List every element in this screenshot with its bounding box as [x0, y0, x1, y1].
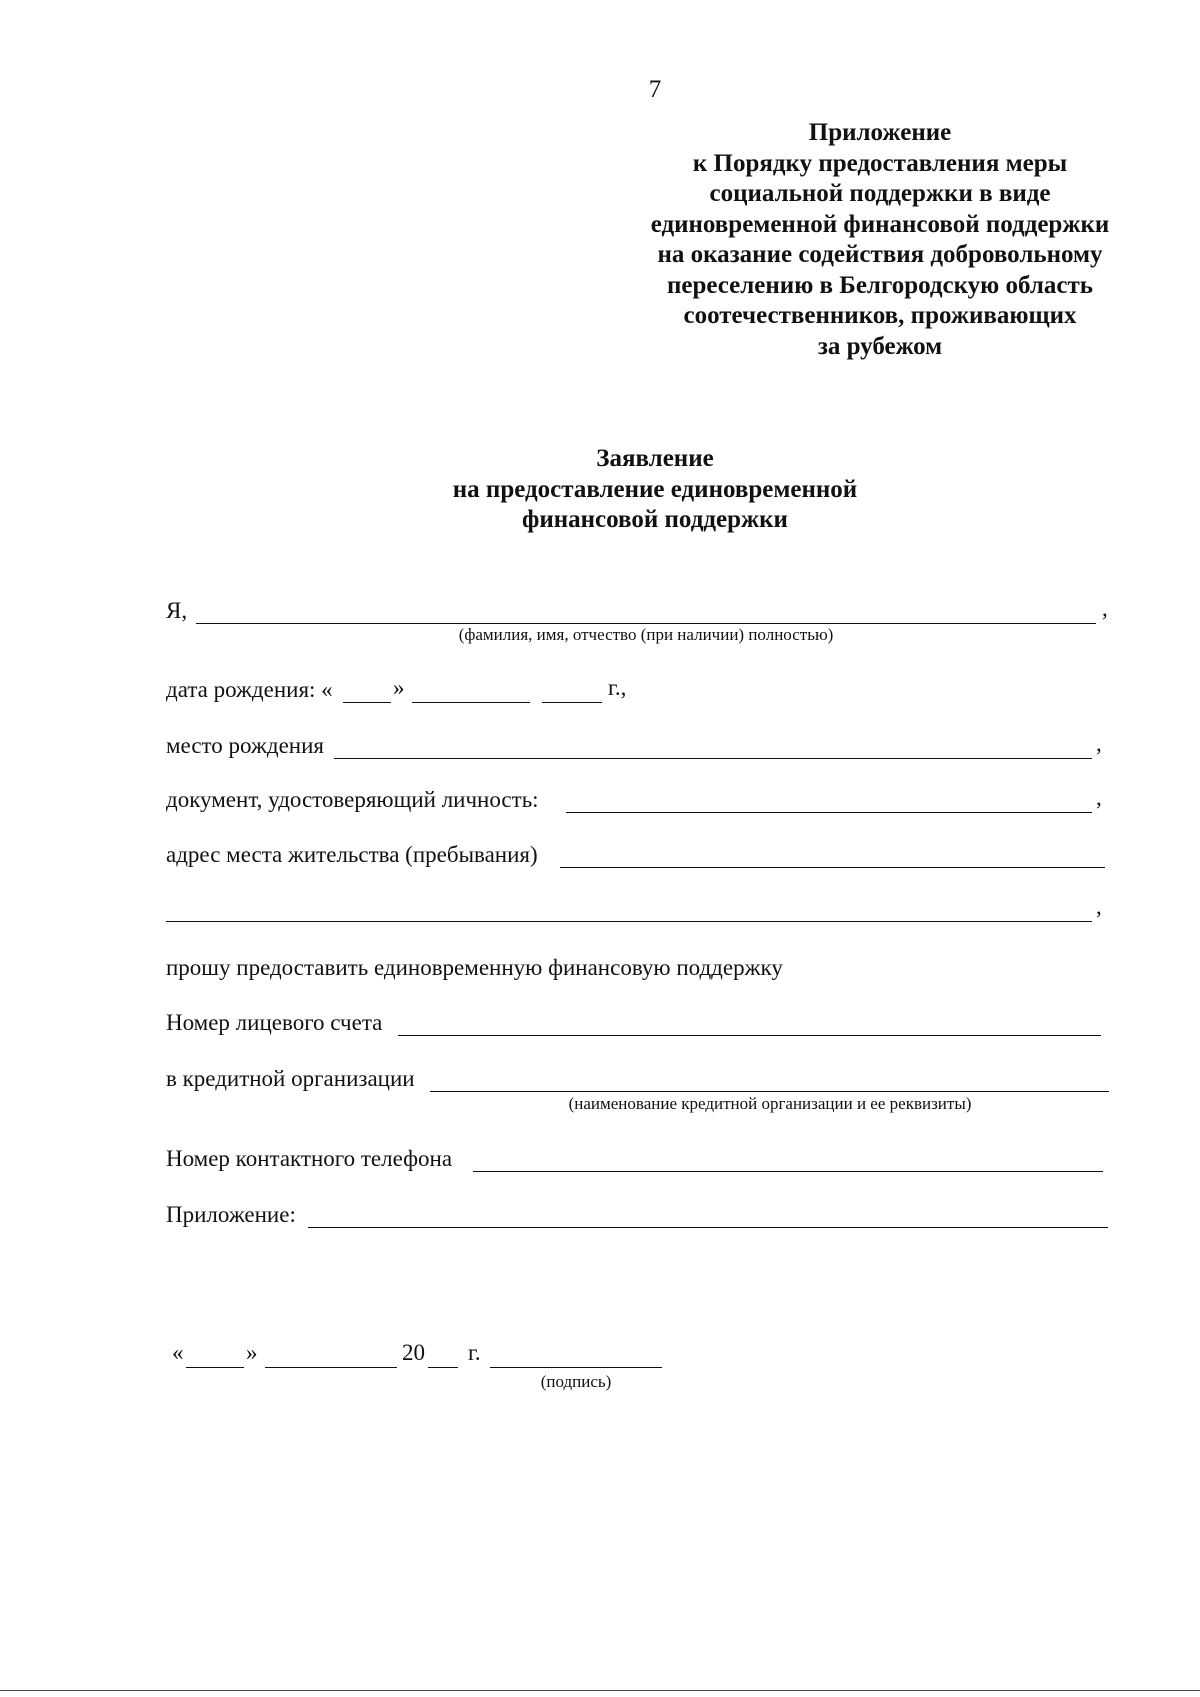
account-label: Номер лицевого счета	[166, 1010, 383, 1035]
request-text: прошу предоставить единовременную финансовую поддержку	[166, 955, 783, 980]
sign-date-year-field[interactable]	[428, 1340, 458, 1368]
sign-date-day-field[interactable]	[186, 1340, 244, 1368]
appendix-line: соотечественников, проживающих	[683, 302, 1077, 329]
address-field-2[interactable]	[166, 894, 1092, 922]
birthdate-year-field[interactable]	[542, 675, 602, 703]
scan-edge-line	[0, 1690, 1200, 1691]
page-number: 7	[648, 76, 662, 103]
title-line: на предоставление единовременной	[452, 475, 858, 503]
appendix-line: на оказание содействия добровольному	[657, 241, 1103, 268]
address-label: адрес места жительства (пребывания)	[166, 842, 538, 867]
address-field-1[interactable]	[560, 840, 1105, 868]
birthplace-label: место рождения	[166, 733, 324, 758]
fio-hint: (фамилия, имя, отчество (при наличии) полностью)	[458, 625, 834, 644]
attachment-field[interactable]	[308, 1200, 1108, 1228]
id-document-label: документ, удостоверяющий личность:	[166, 787, 539, 812]
signature-field[interactable]	[490, 1340, 662, 1368]
appendix-line: социальной поддержки в виде	[709, 180, 1051, 207]
phone-label: Номер контактного телефона	[166, 1146, 453, 1171]
id-document-field[interactable]	[566, 785, 1092, 813]
document-title	[0, 444, 1200, 536]
phone-field[interactable]	[473, 1144, 1103, 1172]
sign-date-month-field[interactable]	[265, 1340, 397, 1368]
birthdate-year-suffix: г.,	[608, 675, 627, 700]
appendix-line: за рубежом	[817, 332, 943, 360]
title-line: финансовой поддержки	[522, 506, 788, 533]
account-field[interactable]	[398, 1008, 1101, 1036]
appendix-line: Приложение	[808, 119, 952, 146]
fio-field[interactable]	[196, 596, 1096, 624]
sign-date-year-suffix: г.	[468, 1340, 481, 1365]
appendix-header	[600, 118, 1160, 362]
sign-date-quote-open: «	[172, 1340, 184, 1365]
birthdate-day-field[interactable]	[343, 675, 391, 703]
birthdate-quote-close: »	[393, 675, 405, 700]
title-line: Заявление	[596, 445, 714, 472]
appendix-line: к Порядку предоставления меры	[692, 149, 1068, 177]
address-comma: ,	[1096, 894, 1102, 919]
appendix-line: единовременной финансовой поддержки	[650, 210, 1110, 238]
attachment-label: Приложение:	[166, 1202, 296, 1227]
sign-date-quote-close: »	[246, 1340, 258, 1365]
appendix-line: переселению в Белгородскую область	[666, 271, 1094, 299]
sign-date-year-prefix: 20	[402, 1340, 425, 1365]
birthdate-month-field[interactable]	[412, 675, 530, 703]
birthplace-field[interactable]	[334, 731, 1092, 759]
bank-hint: (наименование кредитной организации и ее реквизиты)	[568, 1094, 972, 1113]
fio-comma: ,	[1102, 596, 1108, 621]
bank-field[interactable]	[430, 1064, 1109, 1092]
bank-label: в кредитной организации	[166, 1066, 415, 1091]
fio-label: Я,	[166, 598, 188, 623]
birthplace-comma: ,	[1096, 731, 1102, 756]
signature-hint: (подпись)	[540, 1372, 612, 1391]
id-document-comma: ,	[1096, 785, 1102, 810]
birthdate-label: дата рождения: «	[166, 677, 333, 702]
